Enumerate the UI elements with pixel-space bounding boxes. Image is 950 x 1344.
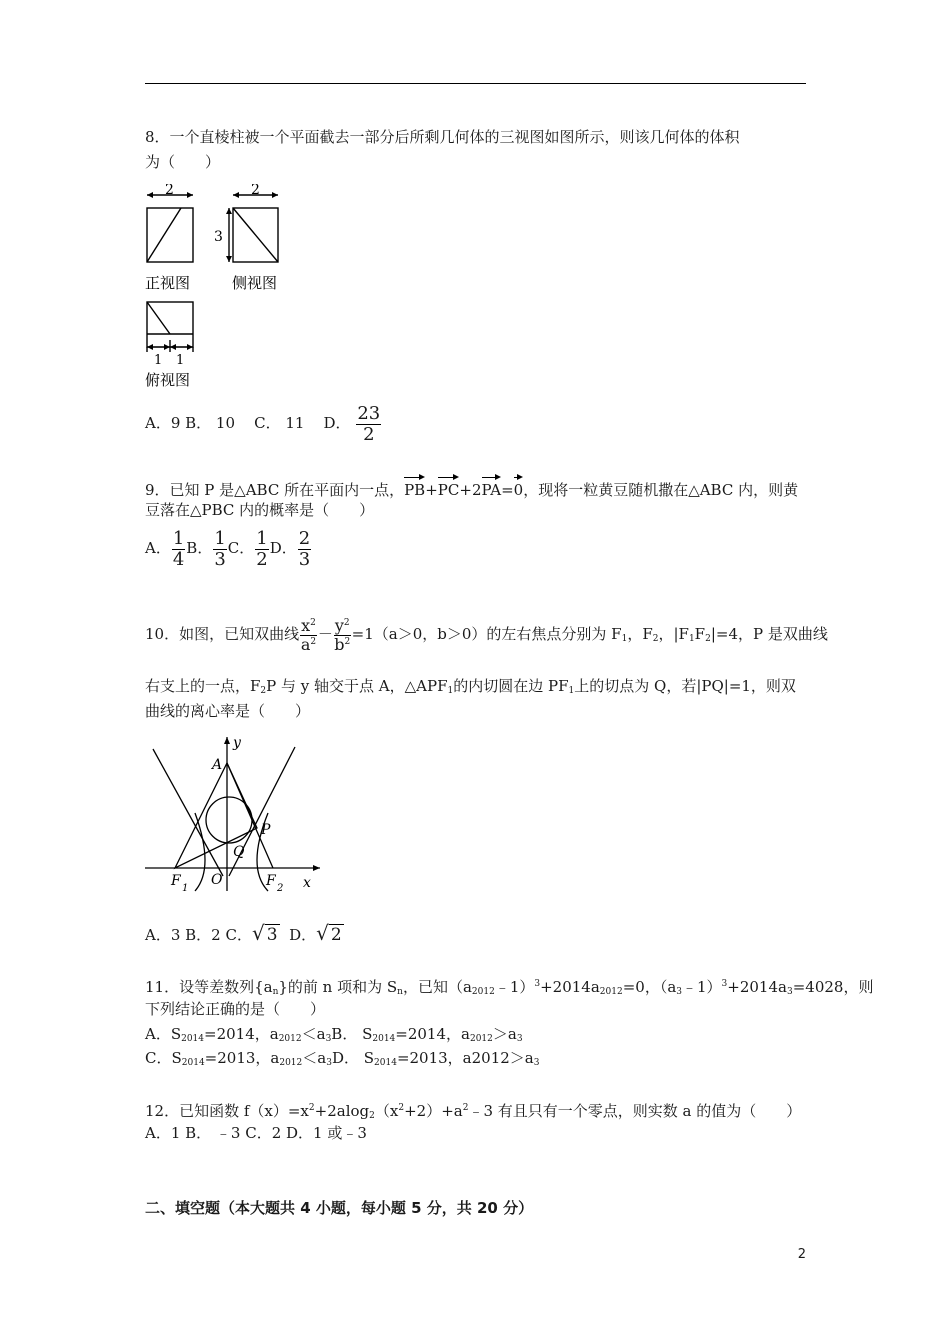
- q8-options: [145, 404, 382, 444]
- svg-text:1: 1: [182, 883, 189, 894]
- svg-text:2: 2: [277, 883, 284, 894]
- q10-stem-line2: 右支上的一点，$F_2P$ 与 y 轴交于点 A，$\triangle APF_1$的内切圆在边 $PF_1$上的切点为 Q，若|PQ|=1，则双: [145, 677, 796, 696]
- label-o: O: [211, 872, 223, 888]
- q9-option-b-fraction: $\frac{1}{3}$: [214, 527, 226, 570]
- q9-stem-line1: 9．已知 P 是△ABC 所在平面内一点，PB+PC+2PA=0，现将一粒黄豆随机撒在△ABC 内，则黄: [145, 476, 798, 500]
- q10-options: A．3 B．2 C．√ 3 D．√ 2: [145, 920, 344, 948]
- q9-suffix: ，现将一粒黄豆随机撒在△ABC 内，则黄: [523, 481, 799, 499]
- q9-stem-line2: 豆落在△PBC 内的概率是（ ）: [145, 501, 375, 519]
- hyperbola-x-fraction: $\frac{x^2}{a^2}$: [300, 615, 317, 654]
- q8-option-d-label: D．: [323, 414, 351, 432]
- front-view-caption: 正视图: [145, 274, 191, 292]
- vector-pc: PC: [438, 476, 460, 500]
- q8-stem-line2: 为（ ）: [145, 153, 221, 171]
- top-view-caption: 俯视图: [145, 371, 191, 389]
- q12-stem-line1: 12．已知函数 $f(x)=x^2+2alog_2(x^2+2)+a^2﹣3$ 有且只有一个零点，则实数 a 的值为（ ）: [145, 1102, 802, 1121]
- front-view-edge: [147, 208, 181, 262]
- sqrt-2: √ 2: [316, 921, 342, 945]
- top-view-edge: [147, 302, 170, 334]
- q9-option-c-fraction: $\frac{1}{2}$: [256, 527, 268, 570]
- header-rule: [145, 83, 806, 84]
- label-x: x: [303, 875, 311, 891]
- side-view-caption: 侧视图: [232, 274, 278, 292]
- frac-denominator: 2: [363, 423, 375, 445]
- q11-options-ab: A．$S_{2014}=2014$，$a_{2012}<a_3B$． $S_{2014}=2014$，$a_{2012}>a_3$: [145, 1025, 523, 1044]
- q9-option-a-fraction: $\frac{1}{4}$: [172, 527, 185, 570]
- front-view-rect: [147, 208, 193, 262]
- q8-option-ab: A．9 B． 10: [145, 414, 236, 432]
- q10-stem-line3: 曲线的离心率是（ ）: [145, 702, 311, 720]
- label-f2: F: [266, 873, 276, 889]
- top-dim-right-label: 1: [176, 353, 185, 368]
- q9-option-d-fraction: $\frac{2}{3}$: [298, 527, 311, 570]
- label-p: P: [261, 822, 271, 838]
- top-dim-left-label: 1: [154, 353, 163, 368]
- label-a: A: [212, 757, 223, 773]
- q8-three-views-figure: [144, 184, 284, 394]
- triangle-apf1: [175, 763, 257, 868]
- q9-options: A． $\frac{1}{4}$ B． $\frac{1}{3}$ C． $\frac{1}{2}$ D． $\frac{2}{3}$: [145, 527, 311, 570]
- label-q: Q: [233, 844, 245, 860]
- vector-zero: 0: [514, 476, 524, 500]
- q10-hyperbola-figure: [145, 731, 330, 896]
- vector-pa: PA: [482, 476, 502, 500]
- q9-prefix: 9．已知 P 是△ABC 所在平面内一点，: [145, 481, 405, 499]
- q12-options: A．1 B． ﹣3 C．2 D．1 或﹣3: [145, 1124, 367, 1142]
- label-f1: F: [171, 873, 181, 889]
- front-dim-label: 2: [165, 184, 174, 198]
- vector-pb: PB: [404, 476, 425, 500]
- side-view-edge: [233, 208, 278, 262]
- q11-stem-line2: 下列结论正确的是（ ）: [145, 1000, 326, 1018]
- side-height-label: 3: [214, 229, 223, 245]
- label-y: y: [233, 735, 241, 751]
- frac-numerator: 23: [357, 402, 381, 424]
- page-number: 2: [797, 1247, 806, 1262]
- q8-option-d-fraction: [356, 402, 381, 445]
- hyperbola-y-fraction: $\frac{y^2}{b^2}$: [334, 615, 351, 654]
- q11-options-cd: C．$S_{2014}=2013$，$a_{2012}<a_3D$． $S_{2014}=2013$，$a2012>a_3$: [145, 1049, 540, 1068]
- q10-stem-line1: 10．如图，已知双曲线 $\frac{x^2}{a^2}$ － $\frac{y^2}{b^2}$ =1（a＞0，b＞0）的左右焦点分别为 $F_1$，$F_2$，$|F_1F_2|=4$，P 是双曲线: [145, 615, 828, 654]
- q8-stem-line1: 8．一个直棱柱被一个平面截去一部分后所剩几何体的三视图如图所示，则该几何体的体积: [145, 128, 740, 146]
- side-dim-label: 2: [251, 184, 260, 198]
- inscribed-circle: [206, 797, 252, 843]
- q11-stem-line1: 11．设等差数列$\{a_n\}$的前 n 项和为 $S_n$，已知$(a_{2012}﹣1)^3+2014a_{2012}=0$，$(a_3﹣1)^3+2014a_3=4028$，则: [145, 978, 874, 997]
- sqrt-3: √ 3: [251, 921, 278, 945]
- q8-option-c: C． 11: [254, 414, 305, 432]
- section-heading-fill-in: 二、填空题（本大题共 4 小题，每小题 5 分，共 20 分）: [145, 1199, 534, 1217]
